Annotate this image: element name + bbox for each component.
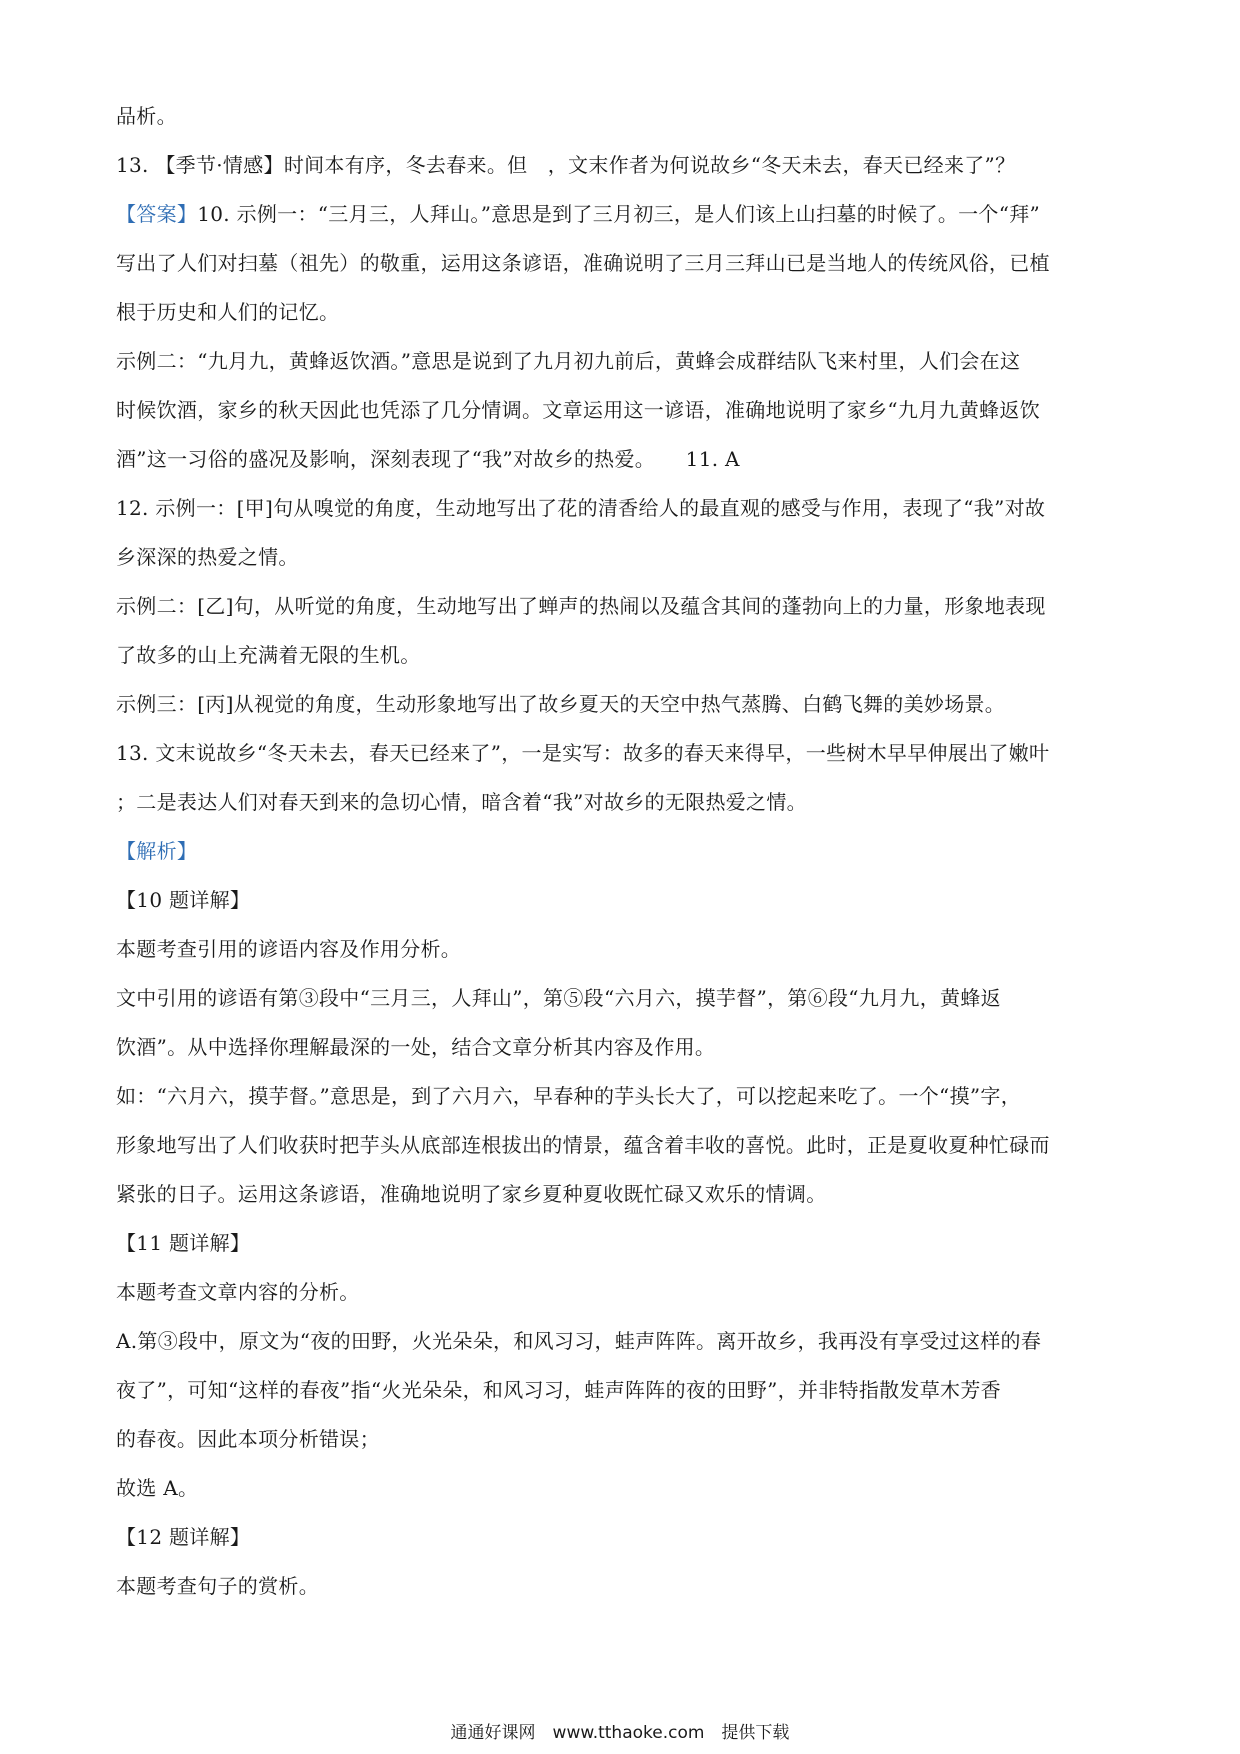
document-body [116, 92, 1136, 1611]
text-line: 如：“六月六，摸芋督。”意思是，到了六月六，早春种的芋头长大了，可以挖起来吃了。一个“摸”字， [116, 1084, 1021, 1108]
text-line: 12. 示例一：[甲]句从嗅觉的角度，生动地写出了花的清香给人的最直观的感受与作用，表现了“我”对故 [116, 496, 1046, 520]
section-heading-10: 【10 题详解】 [116, 888, 251, 912]
text-line: 本题考查文章内容的分析。 [116, 1280, 360, 1304]
text-line: 10. 示例一：“三月三，人拜山。”意思是到了三月初三，是人们该上山扫墓的时候了。一个“拜” [197, 202, 1041, 226]
page-footer: 通通好课网 www.tthaoke.com 提供下载 [450, 1723, 790, 1743]
text-line: 的春夜。因此本项分析错误； [116, 1427, 380, 1451]
text-line: 时候饮酒，家乡的秋天因此也凭添了几分情调。文章运用这一谚语，准确地说明了家乡“九月九黄蜂返饮 [116, 398, 1041, 422]
text-line: 酒”这一习俗的盛况及影响，深刻表现了“我”对故乡的热爱。 11. A [116, 447, 740, 471]
text-line: ；二是表达人们对春天到来的急切心情，暗含着“我”对故乡的无限热爱之情。 [116, 790, 807, 814]
text-line: 示例三：[丙]从视觉的角度，生动形象地写出了故乡夏天的天空中热气蒸腾、白鹤飞舞的美妙场景。 [116, 692, 1006, 716]
answer-tag: 【答案】 [116, 202, 198, 226]
answer-line [116, 190, 1136, 239]
text-line: 文中引用的谚语有第③段中“三月三，人拜山”，第⑤段“六月六，摸芋督”，第⑥段“九月九，黄蜂返 [116, 986, 1001, 1010]
text-line: 根于历史和人们的记忆。 [116, 300, 340, 324]
analysis-tag: 【解析】 [116, 839, 198, 863]
text-line: 了故多的山上充满着无限的生机。 [116, 643, 421, 667]
text-line: 本题考查引用的谚语内容及作用分析。 [116, 937, 462, 961]
text-line: 夜了”，可知“这样的春夜”指“火光朵朵，和风习习，蛙声阵阵的夜的田野”，并非特指散发草木芳香 [116, 1378, 1001, 1402]
section-heading-11: 【11 题详解】 [116, 1231, 251, 1255]
text-line: 紧张的日子。运用这条谚语，准确地说明了家乡夏种夏收既忙碌又欢乐的情调。 [116, 1182, 827, 1206]
text-line: 饮酒”。从中选择你理解最深的一处，结合文章分析其内容及作用。 [116, 1035, 716, 1059]
question-13: 13. 【季节·情感】时间本有序，冬去春来。但 ，文末作者为何说故乡“冬天未去，春天已经来了”？ [116, 153, 1016, 177]
section-heading-12: 【12 题详解】 [116, 1525, 251, 1549]
text-line: 写出了人们对扫墓（祖先）的敬重，运用这条谚语，准确说明了三月三拜山已是当地人的传统风俗，已植 [116, 251, 1050, 275]
analysis-line [116, 827, 1136, 876]
text-line: 示例二：“九月九，黄蜂返饮酒。”意思是说到了九月初九前后，黄蜂会成群结队飞来村里，人们会在这 [116, 349, 1021, 373]
text-line: 本题考查句子的赏析。 [116, 1574, 319, 1598]
text-line: 乡深深的热爱之情。 [116, 545, 299, 569]
text-line: 形象地写出了人们收获时把芋头从底部连根拔出的情景，蕴含着丰收的喜悦。此时，正是夏收夏种忙碌而 [116, 1133, 1050, 1157]
text-line: A.第③段中，原文为“夜的田野，火光朵朵，和风习习，蛙声阵阵。离开故乡，我再没有享受过这样的春 [116, 1329, 1042, 1353]
text-line: 示例二：[乙]句，从听觉的角度，生动地写出了蝉声的热闹以及蕴含其间的蓬勃向上的力量，形象地表现 [116, 594, 1046, 618]
text-line: 13. 文末说故乡“冬天未去，春天已经来了”，一是实写：故多的春天来得早，一些树木早早伸展出了嫩叶 [116, 741, 1050, 765]
text-line: 品析。 [116, 104, 177, 128]
text-line: 故选 A。 [116, 1476, 199, 1500]
